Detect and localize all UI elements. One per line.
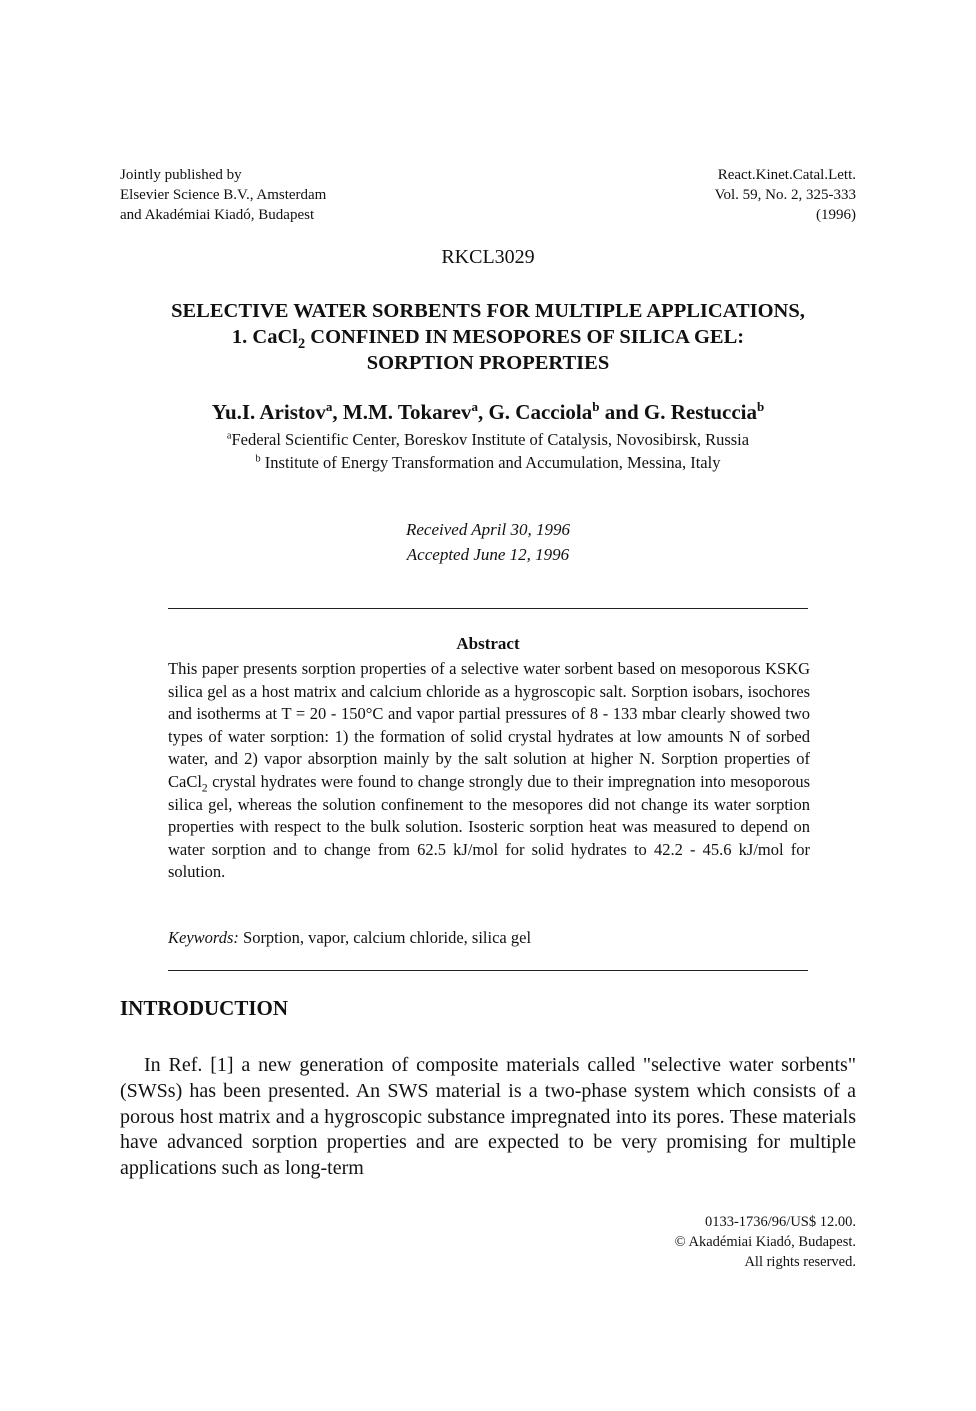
journal-volume: Vol. 59, No. 2, 325-333 [714, 187, 856, 203]
introduction-heading: INTRODUCTION [120, 996, 289, 1020]
journal-year: (1996) [816, 207, 856, 223]
affiliation-b: $^b$ Institute of Energy Transformation and Accumulation, Messina, Italy [255, 453, 721, 472]
journal-name: React.Kinet.Catal.Lett. [717, 167, 856, 183]
publisher-line-2: Elsevier Science B.V., Amsterdam [120, 187, 327, 203]
copyright-line: © Akadémiai Kiadó, Budapest. [674, 1234, 856, 1250]
publisher-line-1: Jointly published by [120, 167, 242, 183]
rights-line: All rights reserved. [744, 1254, 856, 1270]
author-list: Yu.I. Aristov$^a$, M.M. Tokarev$^a$, G. Cacciola$^b$ and G. Restuccia$^b$ [211, 399, 765, 424]
keywords-line [168, 928, 810, 948]
issn-line: 0133-1736/96/US$ 12.00. [704, 1214, 856, 1230]
copyright-footer [556, 1212, 856, 1272]
author: G. Restuccia$^b$ [643, 399, 765, 424]
keywords-text: Sorption, vapor, calcium chloride, silica gel [238, 928, 532, 947]
publisher-block [120, 165, 480, 225]
keywords-label: Keywords: [168, 928, 239, 947]
received-date: Received April 30, 1996 [406, 520, 570, 539]
author: M.M. Tokarev$^a$ [342, 399, 478, 424]
abstract-text: This paper presents sorption properties of a selective water sorbent based on mesoporous KSKG silica gel as a host matrix and calcium chloride as a hygroscopic salt. Sorption isobars, isochores and isotherms at T = 20 - 150°C and vapor partial pressures of 8 - 133 mbar clearly showed two types of water sorption: 1) the formation of solid crystal hydrates at low amounts N of sorbed water, and 2) vapor absorption mainly by the salt solution at higher N. Sorption properties of CaCl$_2$ crystal hydrates were found to change strongly due to their impregnation into mesoporous silica gel, whereas the solution confinement to the mesopores did not change its water sorption properties with respect to the bulk solution. Isosteric sorption heat was measured to depend on water sorption and to change from 62.5 kJ/mol for solid hydrates to 42.2 - 45.6 kJ/mol for solution. [168, 659, 810, 882]
publisher-line-3: and Akadémiai Kiadó, Budapest [120, 207, 315, 223]
journal-citation [596, 165, 856, 225]
paper-code: RKCL3029 [441, 246, 535, 268]
author: G. Cacciola$^b$ [488, 399, 600, 424]
title-line-3: SORPTION PROPERTIES [366, 352, 610, 374]
abstract-bottom-rule [168, 970, 808, 971]
abstract-top-rule [168, 608, 808, 609]
introduction-text: In Ref. [1] a new generation of composite materials called "selective water sorbents" (SWSs) has been presented. An SWS material is a two-phase system which consists of a porous host matrix and a hygroscopic substance impregnated into its pores. These materials have advanced sorption properties and are expected to be very promising for multiple applications such as long-term [120, 1054, 856, 1180]
title-line-2: 1. CaCl$_2$ CONFINED IN MESOPORES OF SILICA GEL: [231, 326, 745, 353]
author: Yu.I. Aristov$^a$ [211, 399, 333, 424]
title-line-1: SELECTIVE WATER SORBENTS FOR MULTIPLE APPLICATIONS, [171, 300, 805, 322]
dates-block [0, 517, 976, 567]
paper-title [100, 298, 876, 376]
abstract-heading: Abstract [456, 634, 520, 653]
affiliation-a: $^a$Federal Scientific Center, Boreskov Institute of Catalysis, Novosibirsk, Russia [226, 430, 750, 449]
accepted-date: Accepted June 12, 1996 [406, 545, 570, 564]
